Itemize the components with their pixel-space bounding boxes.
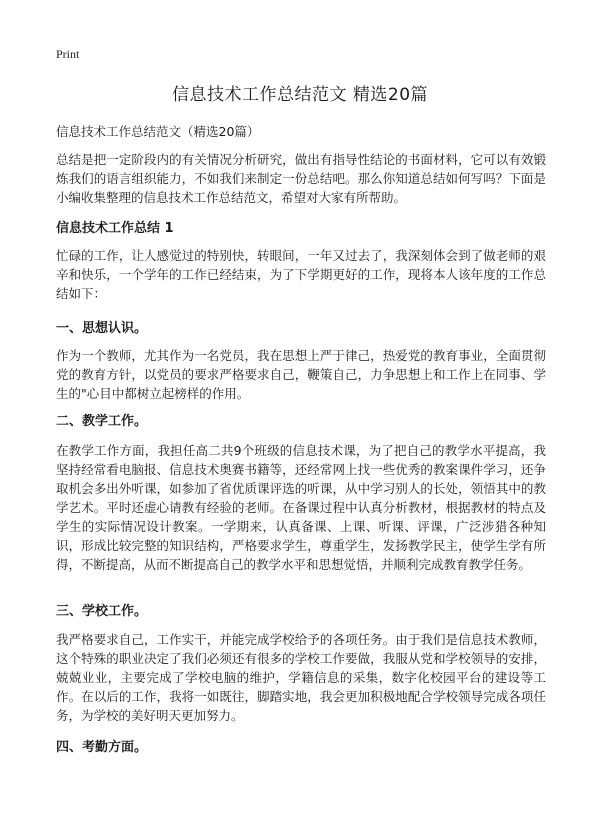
intro-paragraph: 总结是把一定阶段内的有关情况分析研究，做出有指导性结论的书面材料，它可以有效锻炼我们的语言组织能力，不如我们来制定一份总结吧。那么你知道总结如何写吗？下面是小编收集整理的信息技术工作总结范文，希望对大家有所帮助。 <box>56 152 546 205</box>
thought-paragraph: 作为一个教师，尤其作为一名党员，我在思想上严于律己，热爱党的教育事业，全面贯彻党的教育方针，以党员的要求严格要求自己，鞭策自己，力争思想上和工作上在同事、学生的"心目中都树立起榜样的作用。 <box>56 348 546 401</box>
document-subtitle: 信息技术工作总结范文（精选20篇） <box>56 124 260 139</box>
summary-1-paragraph: 忙碌的工作，让人感觉过的特别快，转眼间，一年又过去了，我深刻体会到了做老师的艰辛和快乐，一个学年的工作已经结束，为了下学期更好的工作，现将本人该年度的工作总结如下： <box>56 248 546 301</box>
section-heading-teaching: 二、教学工作。 <box>56 414 148 429</box>
section-heading-school: 三、学校工作。 <box>56 604 148 619</box>
section-heading-summary-1: 信息技术工作总结 1 <box>56 221 174 236</box>
school-paragraph: 我严格要求自己，工作实干，并能完成学校给予的各项任务。由于我们是信息技术教师，这个特殊的职业决定了我们必须还有很多的学校工作要做，我服从党和学校领导的安排，兢兢业业，主要完成了学校电脑的维护，学籍信息的采集，数字化校园平台的建设等工作。在以后的工作，我将一如既往，脚踏实地，我会更加积极地配合学校领导完成各项任务，为学校的美好明天更加努力。 <box>56 632 546 723</box>
print-label: Print <box>56 47 80 61</box>
page-title: 信息技术工作总结范文 精选20篇 <box>171 85 429 105</box>
section-heading-thought: 一、思想认识。 <box>56 321 148 336</box>
section-heading-attendance: 四、考勤方面。 <box>56 740 148 755</box>
teaching-paragraph: 在教学工作方面，我担任高二共9个班级的信息技术课，为了把自己的教学水平提高，我坚持经常看电脑报、信息技术奥赛书籍等，还经常网上找一些优秀的教案课件学习，还争取机会多出外听课，如参加了省优质课评选的听课，从中学习别人的长处，领悟其中的教学艺术。平时还虚心请教有经验的老师。在备课过程中认真分析教材，根据教材的特点及学生的实际情况设计教案。一学期来，认真备课、上课、听课、评课，广泛涉猎各种知识，形成比较完整的知识结构，严格要求学生，尊重学生，发扬教学民主，使学生学有所得，不断提高，从而不断提高自己的教学水平和思想觉悟，并顺利完成教育教学任务。 <box>56 443 546 572</box>
